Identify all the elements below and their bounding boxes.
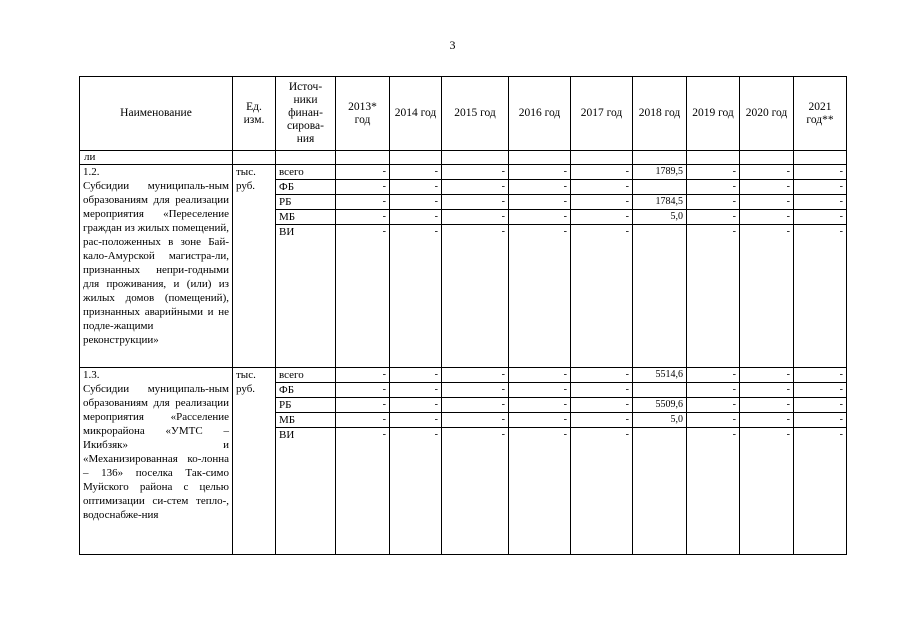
value-cell: -: [509, 428, 571, 555]
value-cell: -: [740, 225, 794, 368]
funding-source: РБ: [276, 195, 336, 210]
value-cell: -: [336, 180, 390, 195]
empty-cell: [509, 151, 571, 165]
value-cell: -: [336, 368, 390, 383]
item-name-cell: [80, 368, 233, 555]
value-cell: -: [336, 165, 390, 180]
empty-cell: [390, 151, 442, 165]
value-cell: -: [571, 210, 633, 225]
value-cell: -: [687, 413, 740, 428]
value-cell: 1789,5: [633, 165, 687, 180]
value-cell: -: [509, 225, 571, 368]
empty-cell: [442, 151, 509, 165]
value-cell: -: [687, 180, 740, 195]
value-cell: -: [794, 398, 847, 413]
value-cell: -: [336, 413, 390, 428]
value-cell: 5,0: [633, 210, 687, 225]
value-cell: 1784,5: [633, 195, 687, 210]
header-year-2013: 2013* год: [336, 77, 390, 151]
value-cell: [633, 225, 687, 368]
value-cell: -: [442, 195, 509, 210]
value-cell: -: [442, 368, 509, 383]
value-cell: -: [442, 210, 509, 225]
header-row: [80, 77, 847, 151]
continuation-row: [80, 151, 847, 165]
unit-line: тыс.: [236, 166, 256, 178]
header-year-2021: 2021 год**: [794, 77, 847, 151]
value-cell: -: [442, 165, 509, 180]
value-cell: -: [740, 428, 794, 555]
header-year-2018: 2018 год: [633, 77, 687, 151]
empty-cell: [633, 151, 687, 165]
continuation-text: ли: [80, 151, 233, 165]
value-cell: -: [740, 210, 794, 225]
value-cell: -: [740, 398, 794, 413]
value-cell: 5514,6: [633, 368, 687, 383]
empty-cell: [687, 151, 740, 165]
funding-source: ВИ: [276, 428, 336, 555]
page-number: 3: [449, 38, 456, 52]
value-cell: -: [442, 413, 509, 428]
value-cell: -: [571, 368, 633, 383]
item-name-cell: [80, 165, 233, 368]
value-cell: -: [687, 225, 740, 368]
item-unit-cell: [233, 368, 276, 555]
value-cell: -: [687, 368, 740, 383]
unit-line: руб.: [236, 383, 256, 395]
empty-cell: [794, 151, 847, 165]
value-cell: -: [687, 165, 740, 180]
value-cell: [633, 383, 687, 398]
value-cell: -: [509, 180, 571, 195]
item-number: 1.2.: [83, 166, 100, 178]
value-cell: -: [571, 398, 633, 413]
table-row: [80, 165, 847, 180]
value-cell: -: [794, 165, 847, 180]
empty-cell: [276, 151, 336, 165]
value-cell: -: [687, 398, 740, 413]
value-cell: -: [442, 383, 509, 398]
empty-cell: [233, 151, 276, 165]
value-cell: -: [794, 210, 847, 225]
value-cell: -: [740, 368, 794, 383]
value-cell: -: [390, 368, 442, 383]
header-year-2017: 2017 год: [571, 77, 633, 151]
empty-cell: [336, 151, 390, 165]
value-cell: -: [442, 428, 509, 555]
value-cell: -: [794, 428, 847, 555]
header-source: Источ-ники финан-сирова-ния: [276, 77, 336, 151]
header-year-2020: 2020 год: [740, 77, 794, 151]
value-cell: -: [740, 165, 794, 180]
header-unit: Ед. изм.: [233, 77, 276, 151]
value-cell: -: [509, 383, 571, 398]
header-name: Наименование: [80, 77, 233, 151]
value-cell: -: [390, 195, 442, 210]
value-cell: -: [390, 413, 442, 428]
value-cell: -: [336, 225, 390, 368]
unit-line: тыс.: [236, 369, 256, 381]
value-cell: -: [794, 180, 847, 195]
value-cell: -: [687, 210, 740, 225]
funding-source: ФБ: [276, 383, 336, 398]
value-cell: -: [509, 398, 571, 413]
value-cell: -: [390, 165, 442, 180]
value-cell: -: [442, 398, 509, 413]
value-cell: -: [390, 398, 442, 413]
funding-source: МБ: [276, 413, 336, 428]
value-cell: -: [390, 428, 442, 555]
header-year-2019: 2019 год: [687, 77, 740, 151]
value-cell: -: [509, 195, 571, 210]
empty-cell: [571, 151, 633, 165]
value-cell: -: [509, 368, 571, 383]
value-cell: -: [390, 180, 442, 195]
item-unit-cell: [233, 165, 276, 368]
value-cell: -: [571, 165, 633, 180]
value-cell: -: [390, 383, 442, 398]
unit-line: руб.: [236, 180, 256, 192]
value-cell: -: [336, 210, 390, 225]
value-cell: -: [794, 383, 847, 398]
value-cell: [633, 180, 687, 195]
value-cell: -: [571, 180, 633, 195]
value-cell: -: [336, 398, 390, 413]
value-cell: [633, 428, 687, 555]
budget-table: [79, 76, 847, 555]
value-cell: 5,0: [633, 413, 687, 428]
header-year-2015: 2015 год: [442, 77, 509, 151]
funding-source: МБ: [276, 210, 336, 225]
value-cell: -: [390, 225, 442, 368]
value-cell: -: [794, 368, 847, 383]
value-cell: -: [571, 413, 633, 428]
value-cell: -: [390, 210, 442, 225]
item-number: 1.3.: [83, 369, 100, 381]
value-cell: -: [336, 428, 390, 555]
funding-source: ФБ: [276, 180, 336, 195]
funding-source: всего: [276, 165, 336, 180]
header-year-2014: 2014 год: [390, 77, 442, 151]
value-cell: -: [336, 383, 390, 398]
empty-cell: [740, 151, 794, 165]
value-cell: -: [794, 225, 847, 368]
value-cell: -: [740, 383, 794, 398]
funding-source: ВИ: [276, 225, 336, 368]
table-body: [80, 151, 847, 555]
item-description: Субсидии муниципаль-ным образованиям для реализации мероприятия «Переселение граждан из жилых помещений, рас-положенных в зоне Бай-кало-Амурской магистра-ли, признанных непри-годными для проживания, и (или) из жилых домов (помещений), признанных аварийными и не подле-жащими реконструкции»: [83, 180, 229, 346]
value-cell: -: [509, 210, 571, 225]
value-cell: -: [740, 413, 794, 428]
value-cell: -: [442, 225, 509, 368]
funding-source: РБ: [276, 398, 336, 413]
value-cell: 5509,6: [633, 398, 687, 413]
value-cell: -: [571, 383, 633, 398]
value-cell: -: [571, 225, 633, 368]
value-cell: -: [571, 195, 633, 210]
value-cell: -: [687, 195, 740, 210]
value-cell: -: [740, 180, 794, 195]
header-year-2016: 2016 год: [509, 77, 571, 151]
item-description: Субсидии муниципаль-ным образованиям для реализации мероприятия «Расселение микрорайона «УМТС – Икибзяк» и «Механизированная ко-лонна – 136» поселка Так-симо Муйского района с целью оптимизации си-стем тепло-, водоснабже-ния: [83, 383, 229, 521]
value-cell: -: [794, 413, 847, 428]
value-cell: -: [509, 165, 571, 180]
value-cell: -: [442, 180, 509, 195]
value-cell: -: [336, 195, 390, 210]
funding-source: всего: [276, 368, 336, 383]
value-cell: -: [687, 383, 740, 398]
value-cell: -: [687, 428, 740, 555]
value-cell: -: [794, 195, 847, 210]
table-row: [80, 368, 847, 383]
value-cell: -: [571, 428, 633, 555]
value-cell: -: [740, 195, 794, 210]
value-cell: -: [509, 413, 571, 428]
